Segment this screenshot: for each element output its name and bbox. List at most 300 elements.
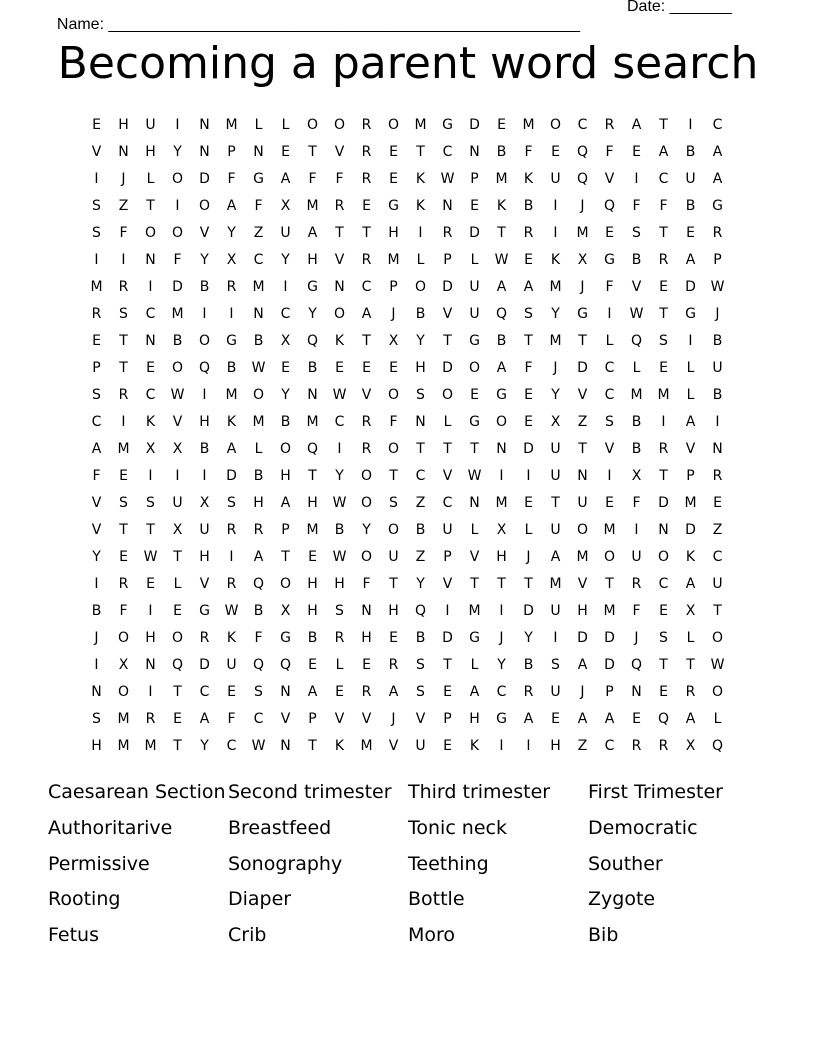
grid-letter: R	[91, 306, 102, 322]
grid-letter: I	[607, 468, 612, 484]
grid-letter: D	[469, 117, 480, 133]
grid-letter: N	[334, 279, 345, 295]
grid-letter: Z	[118, 198, 129, 214]
grid-letter: G	[307, 279, 318, 295]
grid-letter: I	[688, 117, 693, 133]
grid-letter: E	[605, 225, 614, 241]
grid-letter: P	[443, 711, 452, 727]
grid-letter: B	[712, 387, 723, 403]
grid-letter: U	[469, 306, 480, 322]
grid-letter: H	[307, 495, 318, 511]
grid-letter: O	[387, 522, 400, 538]
grid-letter: F	[659, 198, 668, 214]
grid-letter: C	[577, 117, 588, 133]
grid-letter: Q	[252, 657, 265, 673]
grid-letter: E	[92, 117, 101, 133]
grid-letter: W	[629, 306, 644, 322]
grid-letter: P	[686, 468, 695, 484]
grid-letter: F	[605, 144, 614, 160]
grid-letter: Q	[657, 711, 670, 727]
grid-letter: O	[198, 198, 211, 214]
grid-letter: M	[549, 279, 562, 295]
grid-letter: U	[712, 360, 723, 376]
grid-letter: B	[631, 414, 642, 430]
grid-letter: W	[332, 387, 347, 403]
grid-letter: W	[224, 603, 239, 619]
grid-letter: J	[634, 630, 639, 646]
grid-letter: X	[118, 657, 129, 673]
grid-letter: B	[685, 144, 696, 160]
grid-letter: T	[470, 441, 479, 457]
grid-letter: E	[119, 468, 128, 484]
date-field: Date: _______	[627, 0, 732, 15]
grid-letter: I	[499, 738, 504, 754]
grid-letter: I	[202, 468, 207, 484]
grid-letter: T	[335, 225, 344, 241]
grid-letter: Z	[415, 495, 426, 511]
grid-letter: R	[226, 522, 237, 538]
grid-letter: J	[499, 630, 504, 646]
grid-letter: L	[686, 360, 695, 376]
grid-letter: I	[553, 225, 558, 241]
word-list-item: Breastfeed	[228, 816, 332, 839]
grid-letter: E	[659, 684, 668, 700]
grid-letter: W	[332, 549, 347, 565]
grid-letter: Y	[416, 576, 425, 592]
word-list-item: Democratic	[588, 816, 698, 839]
grid-letter: I	[499, 468, 504, 484]
grid-letter: R	[361, 252, 372, 268]
grid-letter: Q	[279, 657, 292, 673]
grid-letter: T	[659, 306, 668, 322]
grid-letter: V	[199, 576, 210, 592]
grid-letter: A	[658, 144, 669, 160]
grid-letter: K	[685, 549, 696, 565]
grid-letter: E	[308, 549, 317, 565]
grid-letter: T	[659, 225, 668, 241]
grid-letter: T	[389, 468, 398, 484]
grid-letter: J	[580, 279, 585, 295]
word-list-item: Bottle	[408, 888, 465, 911]
grid-letter: Y	[173, 144, 182, 160]
grid-letter: E	[443, 684, 452, 700]
word-list-item: Bib	[588, 924, 619, 946]
grid-letter: C	[253, 711, 264, 727]
grid-letter: R	[604, 117, 615, 133]
grid-letter: T	[659, 657, 668, 673]
grid-letter: H	[415, 360, 426, 376]
grid-letter: Y	[362, 522, 371, 538]
grid-letter: I	[634, 522, 639, 538]
grid-letter: X	[577, 252, 588, 268]
grid-letter: K	[496, 198, 507, 214]
grid-letter: N	[469, 495, 480, 511]
grid-letter: U	[226, 657, 237, 673]
grid-letter: A	[496, 360, 507, 376]
grid-letter: M	[495, 171, 508, 187]
grid-letter: Z	[415, 549, 426, 565]
grid-letter: G	[496, 387, 507, 403]
grid-letter: B	[334, 522, 345, 538]
grid-letter: O	[333, 117, 346, 133]
grid-letter: O	[306, 117, 319, 133]
grid-letter: P	[470, 171, 479, 187]
grid-letter: E	[335, 684, 344, 700]
grid-letter: R	[631, 738, 642, 754]
grid-letter: R	[226, 279, 237, 295]
grid-letter: L	[335, 657, 344, 673]
grid-letter: D	[577, 360, 588, 376]
grid-letter: B	[685, 198, 696, 214]
grid-letter: E	[524, 387, 533, 403]
grid-letter: L	[470, 522, 479, 538]
grid-letter: V	[91, 144, 102, 160]
grid-letter: R	[145, 711, 156, 727]
page-title: Becoming a parent word search	[57, 38, 759, 89]
grid-letter: C	[280, 306, 291, 322]
grid-letter: M	[252, 414, 265, 430]
grid-letter: K	[145, 414, 156, 430]
grid-letter: S	[632, 225, 641, 241]
grid-letter: M	[117, 738, 130, 754]
grid-letter: J	[715, 306, 720, 322]
grid-letter: F	[389, 414, 398, 430]
grid-letter: O	[387, 117, 400, 133]
grid-letter: M	[117, 711, 130, 727]
grid-letter: N	[253, 306, 264, 322]
grid-letter: Z	[712, 522, 723, 538]
grid-letter: F	[227, 171, 236, 187]
grid-letter: U	[199, 522, 210, 538]
grid-letter: X	[550, 414, 561, 430]
grid-letter: D	[685, 279, 696, 295]
grid-letter: A	[199, 711, 210, 727]
grid-letter: M	[360, 738, 373, 754]
grid-letter: D	[226, 468, 237, 484]
grid-letter: W	[467, 468, 482, 484]
grid-letter: S	[524, 306, 533, 322]
grid-letter: F	[632, 198, 641, 214]
grid-letter: A	[712, 171, 723, 187]
grid-letter: L	[443, 414, 452, 430]
grid-letter: O	[252, 387, 265, 403]
grid-letter: L	[470, 657, 479, 673]
grid-letter: T	[497, 576, 506, 592]
grid-letter: O	[576, 522, 589, 538]
grid-letter: E	[173, 603, 182, 619]
grid-letter: W	[710, 657, 725, 673]
grid-letter: R	[523, 225, 534, 241]
word-list-item: Sonography	[228, 852, 343, 875]
grid-letter: J	[94, 630, 99, 646]
grid-letter: R	[199, 630, 210, 646]
grid-letter: M	[306, 522, 319, 538]
grid-letter: T	[686, 657, 695, 673]
grid-letter: H	[307, 252, 318, 268]
grid-letter: S	[659, 630, 668, 646]
grid-letter: V	[199, 225, 210, 241]
grid-letter: E	[389, 630, 398, 646]
grid-letter: I	[229, 549, 234, 565]
grid-letter: D	[523, 441, 534, 457]
grid-letter: C	[442, 144, 453, 160]
grid-letter: E	[470, 387, 479, 403]
grid-letter: Y	[335, 468, 344, 484]
grid-letter: H	[145, 144, 156, 160]
grid-letter: V	[631, 279, 642, 295]
grid-letter: W	[710, 279, 725, 295]
grid-letter: M	[306, 198, 319, 214]
word-list-item: Rooting	[48, 888, 121, 911]
grid-letter: O	[171, 630, 184, 646]
grid-letter: I	[202, 306, 207, 322]
grid-letter: X	[496, 522, 507, 538]
grid-letter: L	[605, 333, 614, 349]
grid-letter: E	[551, 144, 560, 160]
grid-letter: V	[604, 171, 615, 187]
grid-letter: A	[307, 225, 318, 241]
grid-letter: Y	[551, 387, 560, 403]
grid-letter: T	[362, 225, 371, 241]
grid-letter: U	[469, 279, 480, 295]
grid-letter: A	[280, 495, 291, 511]
grid-letter: N	[199, 144, 210, 160]
grid-letter: C	[658, 171, 669, 187]
grid-letter: P	[281, 522, 290, 538]
grid-letter: G	[469, 630, 480, 646]
word-list-item: Crib	[228, 924, 267, 946]
grid-letter: V	[442, 306, 453, 322]
grid-letter: Y	[524, 630, 533, 646]
grid-letter: L	[686, 387, 695, 403]
letter-grid	[83, 112, 731, 760]
grid-letter: N	[118, 144, 129, 160]
grid-letter: N	[253, 144, 264, 160]
grid-letter: I	[499, 603, 504, 619]
grid-letter: N	[280, 738, 291, 754]
grid-letter: J	[121, 171, 126, 187]
grid-letter: E	[551, 711, 560, 727]
header-line	[48, 0, 748, 33]
grid-letter: W	[332, 495, 347, 511]
grid-letter: G	[685, 306, 696, 322]
grid-letter: E	[281, 144, 290, 160]
grid-letter: T	[659, 117, 668, 133]
grid-letter: A	[550, 549, 561, 565]
grid-letter: O	[549, 117, 562, 133]
grid-letter: G	[253, 171, 264, 187]
grid-letter: E	[497, 117, 506, 133]
grid-letter: I	[229, 306, 234, 322]
grid-letter: M	[387, 252, 400, 268]
grid-letter: I	[175, 117, 180, 133]
grid-letter: E	[713, 495, 722, 511]
grid-letter: B	[415, 630, 426, 646]
grid-letter: B	[523, 657, 534, 673]
grid-letter: N	[145, 333, 156, 349]
grid-letter: U	[631, 549, 642, 565]
grid-letter: K	[469, 738, 480, 754]
grid-letter: K	[523, 171, 534, 187]
grid-letter: V	[361, 387, 372, 403]
grid-letter: A	[685, 252, 696, 268]
grid-letter: P	[713, 252, 722, 268]
grid-letter: C	[712, 117, 723, 133]
grid-letter: D	[442, 360, 453, 376]
grid-letter: I	[688, 333, 693, 349]
grid-letter: Y	[551, 306, 560, 322]
grid-letter: V	[334, 711, 345, 727]
grid-letter: L	[713, 711, 722, 727]
grid-letter: E	[632, 144, 641, 160]
grid-letter: T	[551, 495, 560, 511]
grid-letter: F	[119, 225, 128, 241]
grid-letter: S	[551, 657, 560, 673]
grid-letter: M	[630, 387, 643, 403]
grid-letter: C	[415, 468, 426, 484]
grid-letter: I	[175, 468, 180, 484]
grid-letter: A	[631, 117, 642, 133]
grid-letter: H	[388, 225, 399, 241]
grid-letter: X	[226, 252, 237, 268]
name-field: Name: _____________________________________________________	[56, 16, 581, 33]
grid-letter: N	[199, 117, 210, 133]
grid-letter: V	[577, 576, 588, 592]
grid-letter: B	[253, 603, 264, 619]
grid-letter: D	[442, 279, 453, 295]
grid-letter: L	[281, 117, 290, 133]
grid-letter: T	[119, 522, 128, 538]
grid-letter: R	[712, 225, 723, 241]
grid-letter: V	[280, 711, 291, 727]
grid-letter: N	[496, 441, 507, 457]
grid-letter: E	[659, 603, 668, 619]
grid-letter: L	[254, 117, 263, 133]
grid-letter: A	[685, 414, 696, 430]
grid-letter: C	[442, 495, 453, 511]
grid-letter: Z	[253, 225, 264, 241]
grid-letter: C	[712, 549, 723, 565]
grid-letter: T	[497, 225, 506, 241]
grid-letter: T	[578, 333, 587, 349]
grid-letter: E	[524, 252, 533, 268]
grid-letter: E	[659, 279, 668, 295]
grid-letter: R	[631, 576, 642, 592]
grid-letter: H	[91, 738, 102, 754]
grid-letter: G	[280, 630, 291, 646]
grid-letter: V	[685, 441, 696, 457]
grid-letter: A	[496, 279, 507, 295]
grid-letter: Q	[630, 657, 643, 673]
grid-letter: L	[146, 171, 155, 187]
grid-letter: Y	[200, 738, 209, 754]
grid-letter: H	[280, 468, 291, 484]
grid-letter: I	[121, 252, 126, 268]
grid-letter: C	[604, 387, 615, 403]
grid-letter: T	[659, 468, 668, 484]
grid-letter: A	[712, 144, 723, 160]
grid-letter: A	[307, 684, 318, 700]
grid-letter: X	[685, 738, 696, 754]
grid-letter: Q	[711, 738, 724, 754]
grid-letter: E	[119, 549, 128, 565]
grid-letter: V	[442, 576, 453, 592]
grid-letter: O	[117, 630, 130, 646]
grid-letter: I	[121, 414, 126, 430]
grid-letter: V	[388, 738, 399, 754]
grid-letter: M	[495, 495, 508, 511]
grid-letter: V	[172, 414, 183, 430]
grid-letter: H	[307, 576, 318, 592]
grid-letter: M	[171, 306, 184, 322]
grid-letter: X	[280, 333, 291, 349]
grid-letter: B	[199, 279, 210, 295]
grid-letter: B	[712, 333, 723, 349]
grid-letter: T	[713, 603, 722, 619]
grid-letter: O	[360, 549, 373, 565]
grid-letter: W	[251, 738, 266, 754]
grid-letter: R	[334, 630, 345, 646]
grid-letter: M	[468, 603, 481, 619]
grid-letter: B	[307, 360, 318, 376]
grid-letter: M	[225, 117, 238, 133]
grid-letter: B	[523, 198, 534, 214]
grid-letter: S	[416, 387, 425, 403]
grid-letter: U	[712, 576, 723, 592]
grid-letter: T	[443, 441, 452, 457]
grid-letter: X	[280, 198, 291, 214]
grid-letter: S	[146, 495, 155, 511]
grid-letter: X	[280, 603, 291, 619]
grid-letter: O	[468, 360, 481, 376]
grid-letter: O	[711, 684, 724, 700]
grid-letter: R	[361, 117, 372, 133]
grid-letter: R	[361, 684, 372, 700]
grid-letter: N	[415, 414, 426, 430]
grid-letter: M	[225, 387, 238, 403]
grid-letter: E	[146, 360, 155, 376]
grid-letter: F	[254, 630, 263, 646]
grid-letter: Z	[577, 738, 588, 754]
grid-letter: M	[414, 117, 427, 133]
grid-letter: A	[361, 306, 372, 322]
grid-letter: U	[415, 738, 426, 754]
grid-letter: O	[603, 549, 616, 565]
grid-letter: E	[524, 414, 533, 430]
grid-letter: A	[226, 198, 237, 214]
grid-letter: M	[549, 333, 562, 349]
grid-letter: I	[661, 414, 666, 430]
grid-letter: F	[335, 171, 344, 187]
grid-letter: T	[605, 576, 614, 592]
grid-letter: W	[170, 387, 185, 403]
grid-letter: M	[117, 441, 130, 457]
grid-letter: P	[605, 684, 614, 700]
grid-letter: U	[550, 441, 561, 457]
grid-letter: G	[577, 306, 588, 322]
grid-letter: M	[603, 522, 616, 538]
grid-letter: S	[254, 684, 263, 700]
grid-letter: N	[712, 441, 723, 457]
grid-letter: Z	[577, 414, 588, 430]
grid-letter: M	[252, 279, 265, 295]
grid-letter: Q	[630, 333, 643, 349]
grid-letter: O	[171, 225, 184, 241]
grid-letter: D	[172, 279, 183, 295]
grid-letter: O	[171, 171, 184, 187]
grid-letter: N	[658, 522, 669, 538]
grid-letter: R	[361, 144, 372, 160]
